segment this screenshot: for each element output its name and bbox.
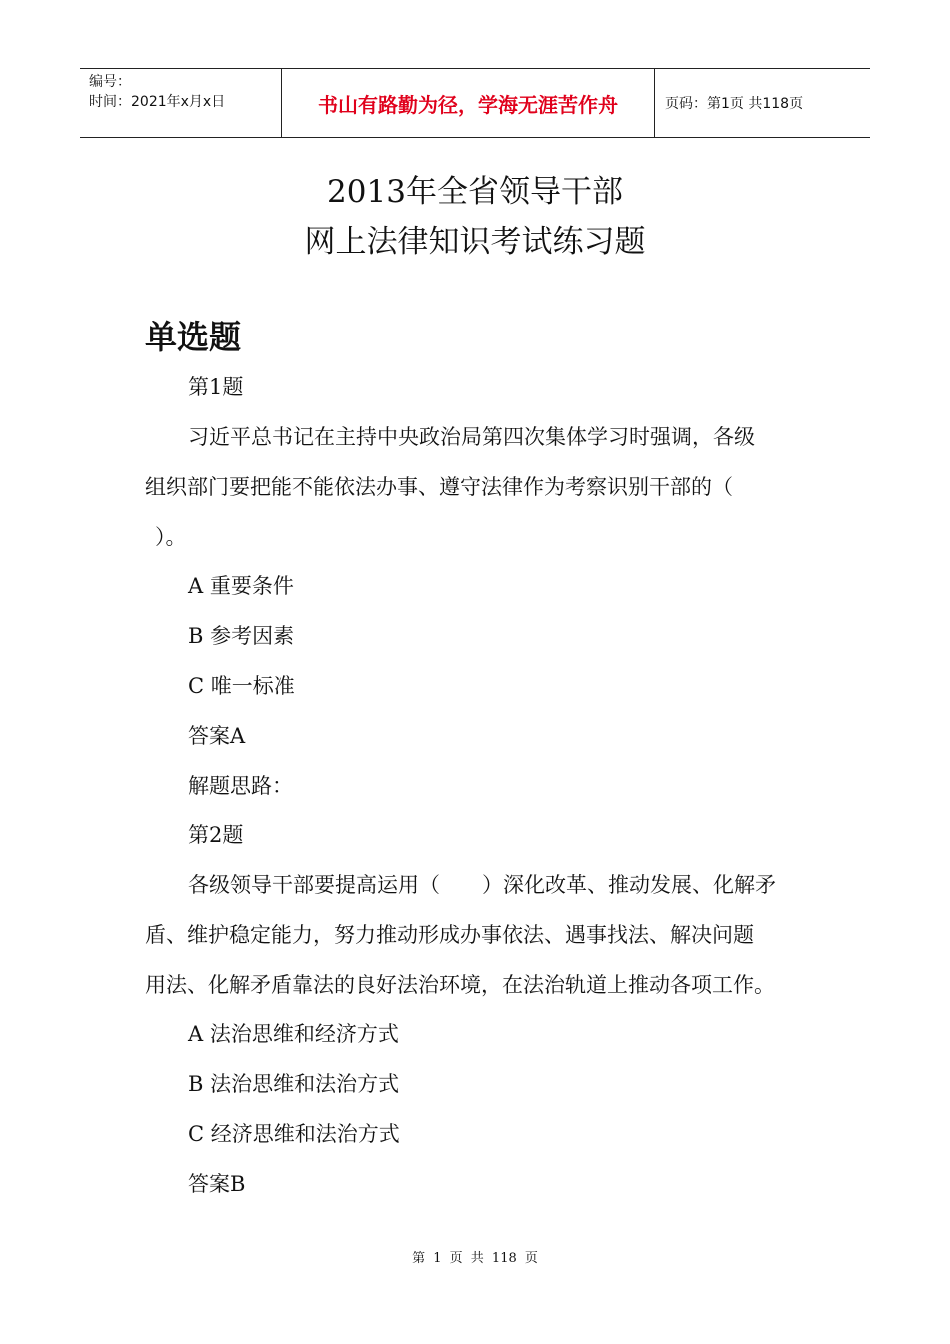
option-a: A 法治思维和经济方式: [188, 1022, 399, 1046]
answer: 答案A: [188, 724, 246, 748]
question-stem-line: ）。: [155, 525, 187, 549]
page-footer: 第 1 页 共 118 页: [412, 1251, 538, 1266]
option-c: C 经济思维和法治方式: [188, 1122, 400, 1146]
question-number: 第1题: [188, 375, 244, 399]
question-stem-line: 习近平总书记在主持中央政治局第四次集体学习时强调，各级: [188, 425, 755, 449]
section-title: 单选题: [145, 318, 242, 356]
question-stem-line: 各级领导干部要提高运用（ ）深化改革、推动发展、化解矛: [188, 873, 776, 897]
header-table: [80, 68, 870, 138]
explanation-label: 解题思路：: [188, 774, 293, 798]
answer: 答案B: [188, 1172, 246, 1196]
header-page-info: 页码：第1页 共118页: [665, 96, 804, 112]
time-label: 时间：2021年x月x日: [89, 94, 226, 110]
doc-title-line2: 网上法律知识考试练习题: [304, 224, 646, 260]
question-stem-line: 组织部门要把能不能依法办事、遵守法律作为考察识别干部的（: [145, 475, 733, 499]
question-number: 第2题: [188, 823, 244, 847]
option-b: B 参考因素: [188, 624, 295, 648]
question-stem-line: 盾、维护稳定能力，努力推动形成办事依法、遇事找法、解决问题: [145, 923, 754, 947]
option-b: B 法治思维和法治方式: [188, 1072, 400, 1096]
header-motto: 书山有路勤为径，学海无涯苦作舟: [282, 69, 655, 137]
question-stem-line: 用法、化解矛盾靠法的良好法治环境，在法治轨道上推动各项工作。: [145, 973, 775, 997]
doc-title-line1: 2013年全省领导干部: [327, 174, 623, 210]
option-a: A 重要条件: [188, 574, 294, 598]
number-label: 编号：: [89, 74, 131, 90]
header-meta: [80, 69, 282, 137]
option-c: C 唯一标准: [188, 674, 295, 698]
